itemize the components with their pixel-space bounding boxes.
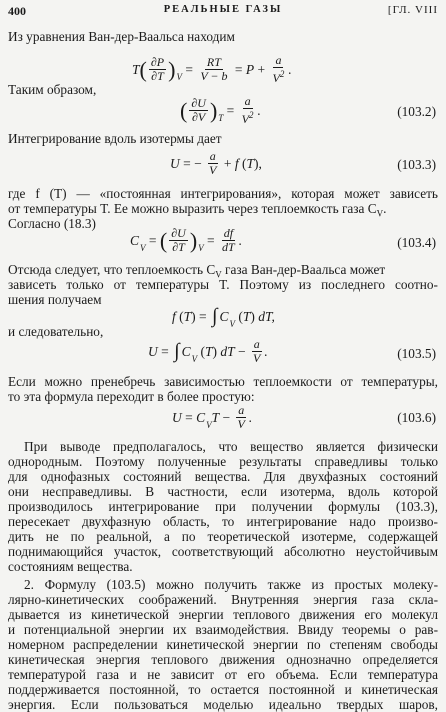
text-line: 2. Формулу (103.5) можно получить также из простых молеку- [24, 577, 438, 592]
text-line: номерном распределении кинетической энергии по степеням свободы [8, 637, 438, 652]
equation-number: (103.6) [397, 410, 436, 425]
text-line: пересекает двухфазную область, то интегрирование надо произво- [8, 514, 438, 529]
text-line: и следовательно, [8, 324, 104, 339]
text-line: шения получаем [8, 292, 102, 307]
text-line: При выводе предполагалось, что вещество является физически [24, 439, 438, 454]
equation-103-2: ( $\frac{\partial U}{\partial V}$ ) T = $\frac{a}{V^2}$ . [180, 94, 261, 126]
text-line: то эта формула переходит в более простую: [8, 389, 255, 404]
text-line: кинетическая энергия теплового движения однозначно определяется [8, 652, 438, 667]
text-line: от температуры T. Ее можно выразить через теплоемкость газа $C_V$. [8, 201, 387, 219]
text-line: зависеть только от температуры T. Поэтому из последнего соотно- [8, 277, 438, 292]
text-line: они несправедливы. В частности, если изотерма, вдоль которой [8, 484, 438, 499]
text-line: где f (T) — «постоянная интегрирования», которая может зависеть [8, 186, 438, 201]
equation-number: (103.2) [397, 104, 436, 119]
text-line: Интегрирование вдоль изотермы дает [8, 131, 222, 146]
text-line: состояниям вещества. [8, 559, 133, 574]
text-line: дывается из кинетической энергии теплового движения его молекул [8, 607, 438, 622]
text-line: и потенциальной энергии их взаимодействия. Ввиду теоремы о рав- [8, 622, 438, 637]
equation-103-6: U = C V T − $\frac{a}{V}$ . [172, 403, 253, 431]
text-line: лярно-кинетических соображений. Внутренняя энергия газа скла- [8, 592, 438, 607]
text-line: однородным. Поэтому полученные результаты справедливы только [8, 454, 438, 469]
text-line: дить не по реальной, а по теоретической изотерме, содержащей [8, 529, 438, 544]
equation-103-4: C V = ( $\frac{\partial U}{\partial T}$ ) V = $\frac{df}{dT}$ . [130, 226, 243, 254]
chapter-label: [ГЛ. VIII [387, 4, 438, 16]
text-line: поддерживается постоянной, то остается постоянной и кинетическая [8, 682, 438, 697]
equation-103-5: U = ∫ C V ( T ) dT − $\frac{a}{V}$ . [148, 337, 268, 365]
running-header [8, 4, 438, 20]
text-line: производилось интегрирование при получении формулы (103.3), [8, 499, 438, 514]
page-number: 400 [8, 4, 26, 18]
text-line: Отсюда следует, что теплоемкость $C_V$ газа Ван-дер-Ваальса может [8, 262, 386, 280]
equation-number: (103.4) [397, 235, 436, 250]
text-line: для однофазных состояний вещества. Для двухфазных состояний [8, 469, 438, 484]
text-line: температурой газа и не зависит от его объема. Если температура [8, 667, 438, 682]
equation-number: (103.3) [397, 157, 436, 172]
equation-number: (103.5) [397, 346, 436, 361]
text-line: Из уравнения Ван-дер-Ваальса находим [8, 29, 235, 44]
running-title: РЕАЛЬНЫЕ ГАЗЫ [163, 4, 283, 15]
text-line: Согласно (18.3) [8, 216, 96, 231]
text-line: Если можно пренебречь зависимостью теплоемкости от температуры, [8, 374, 438, 389]
equation-103-3: U = − $\frac{a}{V}$ + f ( T ), [170, 149, 262, 177]
text-line: поднимающийся участок, соответствующий абсолютно неустойчивым [8, 544, 438, 559]
equation-vdw-derivative: T ( $\frac{\partial P}{\partial T}$ ) V = $\frac{RT}{V - b}$ = P + $\frac{a}{V^2}$ . [132, 53, 292, 85]
text-line: Таким образом, [8, 82, 97, 97]
text-line: энергия. Если пользоваться моделью идеально твердых шаров, [8, 697, 438, 712]
equation-f-integral: f ( T ) = ∫ C V ( T ) dT, [172, 305, 275, 329]
